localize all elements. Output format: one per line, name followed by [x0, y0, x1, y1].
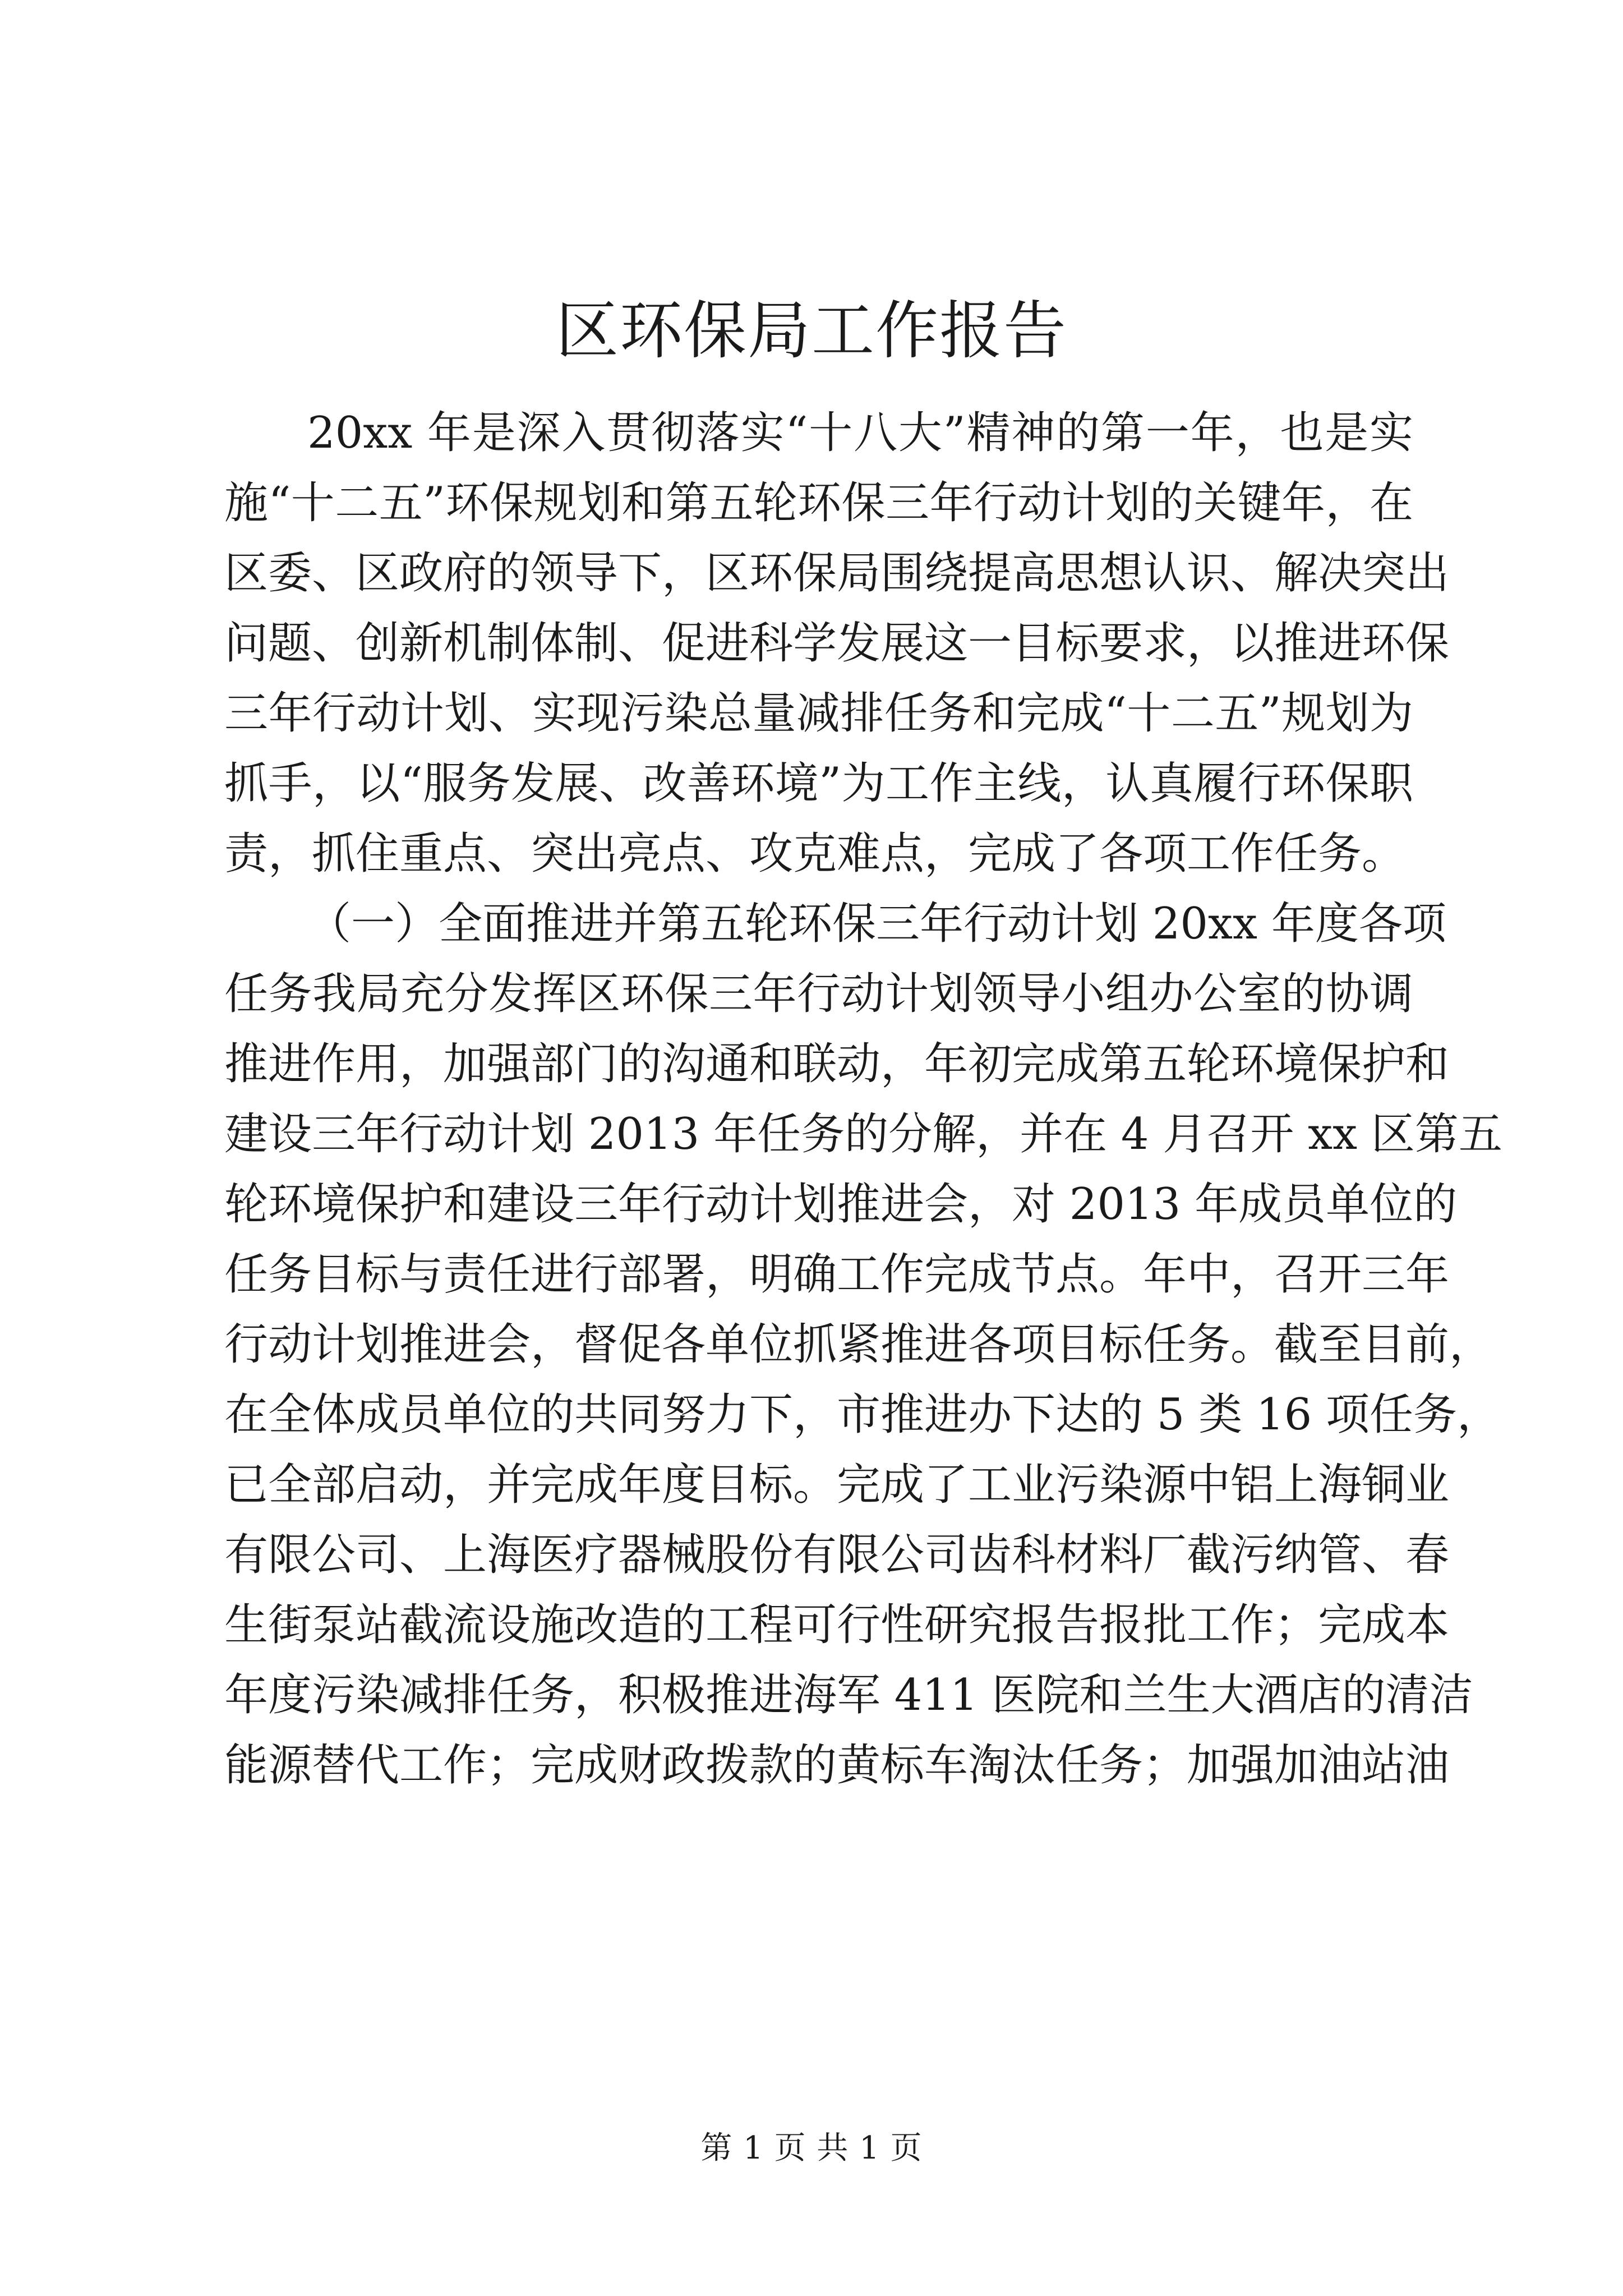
paragraph-line: 问题、创新机制体制、促进科学发展这一目标要求，以推进环保	[224, 618, 1450, 669]
paragraph-line: 三年行动计划、实现污染总量减排任务和完成“十二五”规划为	[224, 688, 1413, 739]
page-footer: 第 1 页 共 1 页	[700, 2130, 923, 2166]
paragraph-line: （一）全面推进并第五轮环保三年行动计划 20xx 年度各项	[307, 899, 1446, 949]
paragraph-line: 生街泵站截流设施改造的工程可行性研究报告报批工作；完成本	[224, 1600, 1450, 1650]
paragraph-line: 轮环境保护和建设三年行动计划推进会，对 2013 年成员单位的	[224, 1179, 1458, 1230]
paragraph-line: 任务我局充分发挥区环保三年行动计划领导小组办公室的协调	[224, 969, 1413, 1019]
paragraph-line: 抓手，以“服务发展、改善环境”为工作主线，认真履行环保职	[224, 758, 1413, 809]
paragraph-line: 在全体成员单位的共同努力下，市推进办下达的 5 类 16 项任务，	[224, 1389, 1501, 1440]
paragraph-line: 已全部启动，并完成年度目标。完成了工业污染源中铝上海铜业	[224, 1460, 1450, 1510]
paragraph-line: 推进作用，加强部门的沟通和联动，年初完成第五轮环境保护和	[224, 1039, 1450, 1089]
paragraph-line: 区委、区政府的领导下，区环保局围绕提高思想认识、解决突出	[224, 548, 1450, 599]
paragraph-line: 任务目标与责任进行部署，明确工作完成节点。年中，召开三年	[224, 1249, 1450, 1300]
paragraph-line: 年度污染减排任务，积极推进海军 411 医院和兰生大酒店的清洁	[224, 1670, 1473, 1720]
paragraph-line: 20xx 年是深入贯彻落实“十八大”精神的第一年，也是实	[307, 408, 1413, 458]
paragraph-line: 有限公司、上海医疗器械股份有限公司齿科材料厂截污纳管、春	[224, 1530, 1450, 1580]
paragraph-line: 建设三年行动计划 2013 年任务的分解，并在 4 月召开 xx 区第五	[224, 1109, 1502, 1159]
paragraph-line: 能源替代工作；完成财政拨款的黄标车淘汰任务；加强加油站油	[224, 1740, 1450, 1791]
page-title: 区环保局工作报告	[556, 295, 1067, 367]
paragraph-line: 责，抓住重点、突出亮点、攻克难点，完成了各项工作任务。	[224, 829, 1406, 879]
paragraph-line: 施“十二五”环保规划和第五轮环保三年行动计划的关键年，在	[224, 478, 1413, 528]
paragraph-line: 行动计划推进会，督促各单位抓紧推进各项目标任务。截至目前，	[224, 1319, 1493, 1370]
